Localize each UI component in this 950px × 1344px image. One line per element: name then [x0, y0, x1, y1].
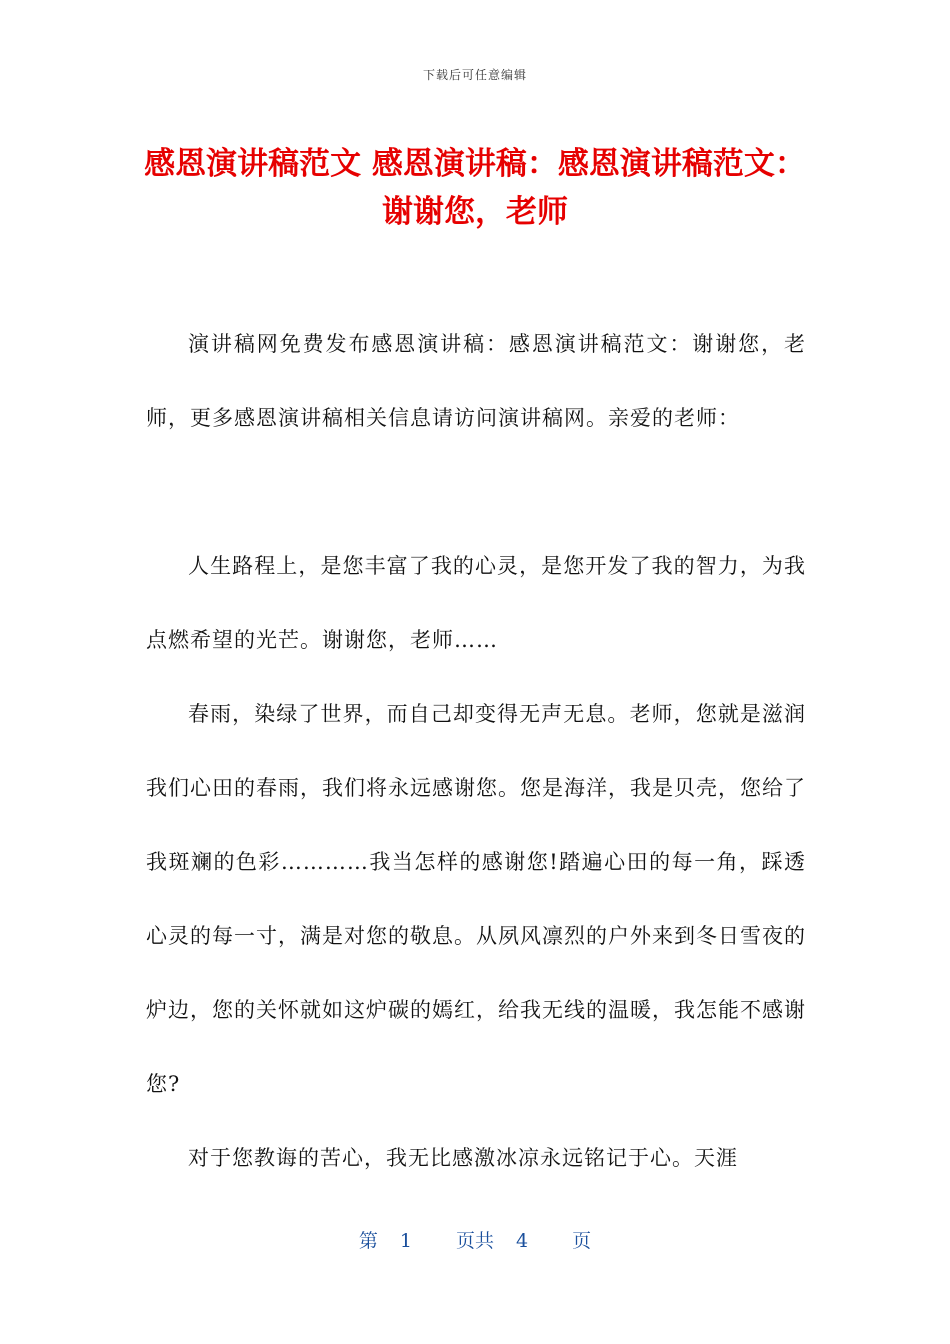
footer-page-mid: 页共 [455, 1230, 494, 1252]
paragraph-4: 对于您教诲的苦心，我无比感激冰凉永远铭记于心。天涯 [188, 1146, 738, 1170]
footer-page-prefix: 第 [358, 1230, 378, 1252]
paragraph-3: 春雨，染绿了世界，而自己却变得无声无息。老师，您就是滋润我们心田的春雨，我们将永远感谢您。您是海洋，我是贝壳，您给了我斑斓的色彩…………我当怎样的感谢您!踏遍心田的每一角，踩透心灵的每一寸，满是对您的敬息。从夙风凛烈的户外来到冬日雪夜的炉边，您的关怀就如这炉碳的嫣红，给我无线的温暖，我怎能不感谢您? [146, 702, 806, 1096]
page-footer [0, 1226, 950, 1253]
document-title: 感恩演讲稿范文 感恩演讲稿：感恩演讲稿范文：谢谢您，老师 [144, 146, 806, 230]
paragraph-intro: 演讲稿网免费发布感恩演讲稿：感恩演讲稿范文：谢谢您，老师，更多感恩演讲稿相关信息请访问演讲稿网。亲爱的老师： [146, 332, 806, 430]
footer-page-suffix: 页 [572, 1230, 592, 1252]
header-note: 下载后可任意编辑 [422, 68, 527, 82]
document-body [146, 307, 806, 1195]
footer-current-page: 1 [399, 1230, 412, 1252]
paragraph-2: 人生路程上，是您丰富了我的心灵，是您开发了我的智力，为我点燃希望的光芒。谢谢您，老师…… [146, 554, 806, 652]
footer-total-pages: 4 [516, 1230, 529, 1252]
